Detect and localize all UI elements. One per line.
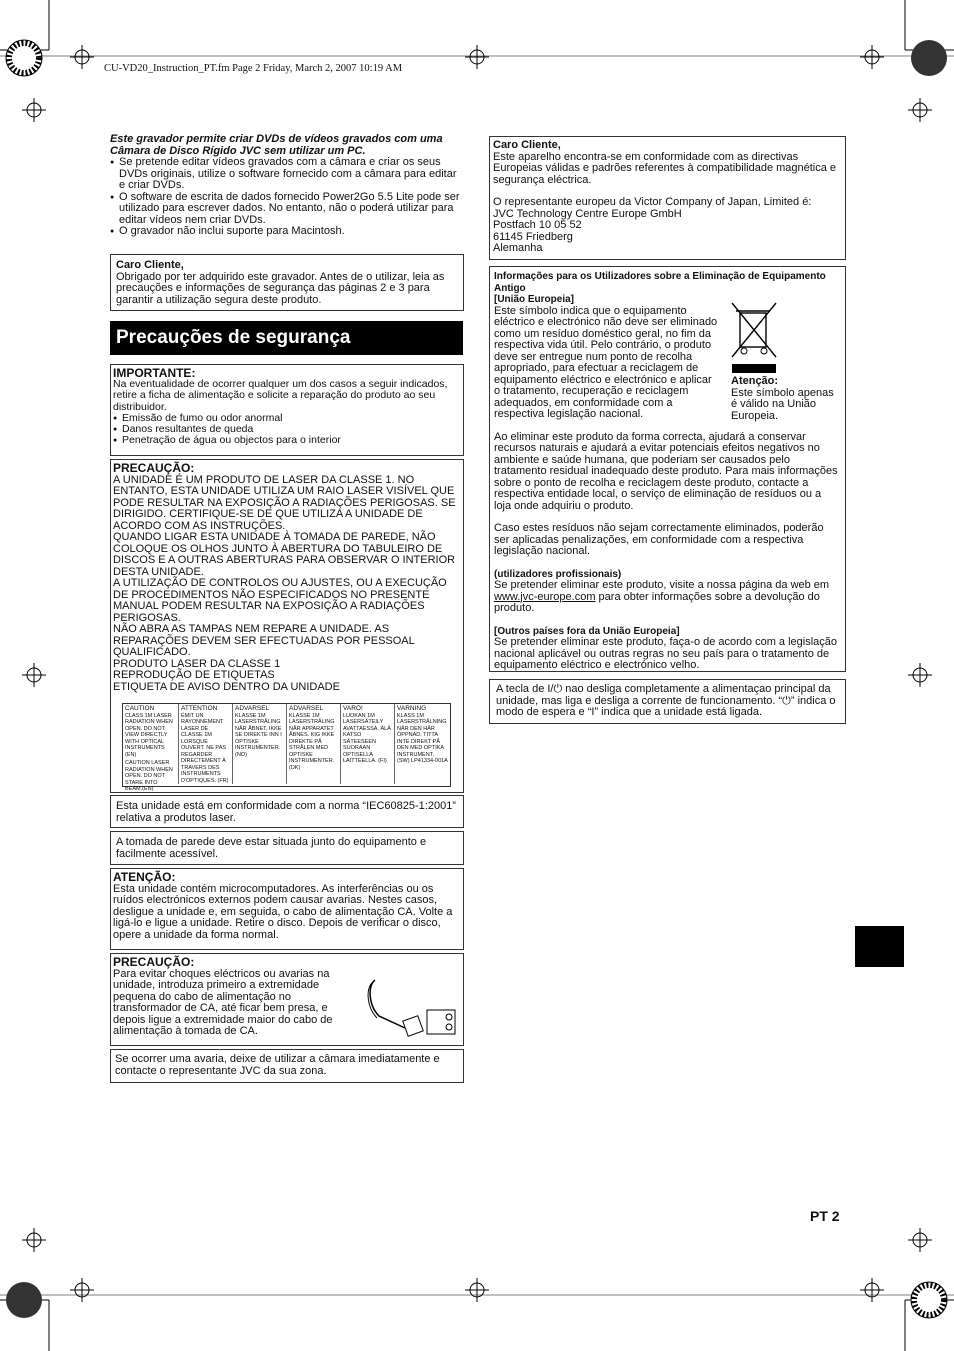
precaucao-line: A UTILIZAÇÃO DE CONTROLOS OU AJUSTES, OU A EXECUÇÃO DE PROCEDIMENTOS NÃO ESPECIFICADOS NO PRESENTE MANUAL PODEM RESULTAR NA EXPOSIÇÃO A RADIAÇÕES PERIGOSAS.: [113, 577, 447, 624]
importante-box: [110, 364, 464, 456]
label-cell-fi: [341, 704, 395, 784]
label-head: CAUTION: [125, 705, 155, 712]
avaria-text: Se ocorrer uma avaria, deixe de utilizar a câmara imediatamente e contacte o representante JVC da sua zona.: [115, 1053, 440, 1077]
label-head: ATTENTION: [181, 705, 218, 712]
importante-text: Na eventualidade de ocorrer qualquer um dos casos a seguir indicados, retire a ficha de alimentação e solicite a reparação do produto ao seu distribuidor.: [113, 378, 448, 413]
label-cell-fr: [179, 704, 233, 784]
precaucao-cabo-title: PRECAUÇÃO:: [113, 955, 195, 969]
precaucao-cabo-text: Para evitar choques eléctricos ou avarias na unidade, introduza primeiro a extremidade pequena do cabo de alimentação no transformador de CA, até ficar bem presa, e depois ligue a extremidade maior do cabo de alimentação à tomada de CA.: [113, 967, 333, 1037]
address-line: Postfach 10 05 52: [493, 219, 582, 231]
importante-bullet: ● Emissão de fumo ou odor anormal: [113, 413, 461, 424]
outros-text: Se pretender eliminar este produto, faça-o de acordo com a legislação nacional aplicável ou outras regras no seu país para o tratamento de equipamento eléctrico e electrónico velho.: [494, 636, 838, 671]
precaucao-line: REPRODUÇÃO DE ETIQUETAS: [113, 669, 275, 681]
power-key-box: [489, 679, 846, 724]
atencao-symbol-text: Este símbolo apenas é válido na União Europeia.: [731, 386, 834, 422]
precaucao-title: PRECAUÇÃO:: [113, 461, 195, 475]
caro-cliente-text: Obrigado por ter adquirido este gravador. Antes de o utilizar, leia as precauções e informações de segurança das páginas 2 e 3 para garantir a utilização segura deste produto.: [116, 270, 445, 306]
disposal-info-box: [489, 266, 846, 672]
intro-bullet: ● O gravador não inclui suporte para Macintosh.: [110, 226, 464, 238]
caro-cliente-title: Caro Cliente,: [116, 259, 184, 271]
atencao-text: Esta unidade contém microcomputadores. As interferências ou os ruídos electrónicos externos podem causar avarias. Nestes casos, desligue a unidade e, em seguida, o cabo de alimentação CA. Volte a ligá-lo e ligue a unidade. Retire o disco. Depois de verificar o disco, opere a unidade da forma normal.: [113, 882, 453, 941]
importante-title: IMPORTANTE:: [113, 366, 196, 380]
atencao-symbol-title: Atenção:: [731, 375, 779, 387]
importante-bullet: ● Penetração de água ou objectos para o interior: [113, 435, 461, 446]
professional-text: [494, 580, 841, 615]
directivas-text: Este aparelho encontra-se em conformidade com as directivas Europeias válidas e padrões referentes à compatibilidade magnética e segurança eléctrica.: [493, 150, 837, 186]
professional-text-b: para obter informações sobre a devolução do produto.: [494, 590, 820, 614]
jvc-europe-link[interactable]: www.jvc-europe.com: [494, 590, 596, 603]
label-cell-no: [233, 704, 287, 784]
section-banner: Precauções de segurança: [110, 321, 463, 355]
atencao-box: [110, 868, 464, 950]
tomada-text: A tomada de parede deve estar situada junto do equipamento e facilmente acessível.: [116, 836, 427, 860]
address-line: Alemanha: [493, 242, 543, 254]
tomada-box: [110, 831, 464, 865]
address-line: 61145 Friedberg: [493, 230, 573, 243]
label-text: CLASS 1M LASER RADIATION WHEN OPEN. DO NOT VIEW DIRECTLY WITH OPTICAL INSTRUMENTS (EN): [125, 712, 173, 758]
side-tab: [855, 926, 904, 967]
importante-bullet: ● Danos resultantes de queda: [113, 424, 461, 435]
label-text: ÉMIT UN RAYONNEMENT LASER DE CLASSE 1M LORSQUE OUVERT. NE PAS REGARDER DIRECTEMENT À TRAVERS DES INSTRUMENTS D'OPTIQUES. (FR): [181, 712, 229, 784]
power-key-text: A tecla de I/⏻ nao desliga completamente a alimentaçao principal da unidade, mas liga e desliga a corrente de funcionamento. “⏻” indica o modo de espera e “I” indica que a unidade está ligada.: [496, 683, 836, 718]
page-number: PT 2: [810, 1208, 840, 1224]
label-text: KLASSE 1M LASERSTRÅLING NÅR ÅBNET, IKKE SE DIREKTE INN I OPTISKE INSTRUMENTER. (NO): [235, 712, 282, 758]
label-text: KLASSE 1M LASERSTRÅLING NÅR APPARATET ÅBNES. KIG IKKE DIREKTE PÅ STRÅLEN MED OPTISKE INSTRUMENTER. (DK): [289, 712, 335, 771]
label-cell-sw: [395, 704, 450, 784]
precaucao-cabo-box: [110, 953, 464, 1046]
precaucao-line: A UNIDADE É UM PRODUTO DE LASER DA CLASSE 1. NO ENTANTO, ESTA UNIDADE UTILIZA UM RAIO LASER VISÍVEL QUE PODE RESULTAR NA EXPOSIÇÃO A RADIAÇÕES PERIGOSAS. SE DIRIGIDO. CERTIFIQUE-SE DE QUE UTILIZA A UNIDADE DE ACORDO COM AS INSTRUÇÕES.: [113, 473, 456, 532]
black-bar-icon: [732, 364, 776, 373]
disposal-paragraph: Ao eliminar este produto da forma correcta, ajudará a conservar recursos naturais e ajudará a evitar potenciais efeitos negativos no ambiente e saúde humana, que poderiam ser causados pelo tratamento residual inadequado deste produto. Para mais informações sobre o ponto de recolha e reciclagem deste produto, contacte a respectiva entidade local, o serviço de eliminação de resíduos ou a loja onde adquiriu o produto.: [494, 430, 838, 512]
crossed-bin-icon: [728, 299, 782, 361]
label-text: LUOKAN 1M LASERSÄTEILY AVATTAESSA. ÄLÄ KATSO SÄTEESEEN SUORAAN OPTISELLA LAITTEELLA. (FI): [343, 712, 391, 764]
norma-text: Esta unidade está em conformidade com a norma “IEC60825-1:2001” relativa a produtos laser.: [116, 800, 456, 824]
caro-cliente-directivas-box: [489, 136, 846, 260]
label-text: KLASS 1M LASERSTRÅLNING NÄR DEN HÄR ÖPPNAD. TITTA INTE DIREKT PÅ DEN MED OPTIKA INSTRUMENT. (SW) LP41334-001A: [397, 712, 448, 764]
laser-warning-label: [122, 703, 451, 792]
outros-heading: [Outros países fora da União Europeia]: [494, 625, 680, 637]
label-head: ADVARSEL: [235, 705, 270, 712]
intro-bullet: ● Se pretende editar vídeos gravados com a câmara e criar os seus DVDs originais, utilize o software fornecido com a câmara para editar e criar DVDs.: [110, 157, 464, 192]
professional-text-a: Se pretender eliminar este produto, visite a nossa página da web em: [494, 579, 830, 591]
caro-cliente-box: [110, 254, 464, 311]
norma-box: [110, 795, 464, 828]
precaucao-line: PRODUTO LASER DA CLASSE 1: [113, 657, 281, 670]
address-line: JVC Technology Centre Europe GmbH: [493, 207, 682, 220]
atencao-title: ATENÇÃO:: [113, 870, 176, 884]
label-text: CAUTION LASER RADIATION WHEN OPEN. DO NOT STARE INTO BEAM.(EN): [125, 760, 173, 792]
avaria-box: [110, 1049, 464, 1083]
power-plug-icon: [365, 976, 461, 1038]
atencao-symbol-note: [731, 376, 841, 422]
label-head: ADVARSEL: [289, 705, 324, 712]
label-cell-en: [123, 704, 179, 792]
disposal-paragraph: Caso estes resíduos não sejam correctamente eliminados, poderão ser aplicadas penalizações, em conformidade com a respectiva legislação nacional.: [494, 522, 824, 557]
caro-cliente-right-title: Caro Cliente,: [493, 139, 561, 151]
precaucao-line: ETIQUETA DE AVISO DENTRO DA UNIDADE: [113, 680, 340, 693]
label-head: VARNING: [397, 705, 427, 712]
professional-heading: (utilizadores profissionais): [494, 568, 622, 580]
label-cell-dk: [287, 704, 341, 784]
disposal-title: Informações para os Utilizadores sobre a Eliminação de Equipamento Antigo: [494, 271, 826, 294]
eu-text: Este símbolo indica que o equipamento eléctrico e electrónico não deve ser eliminado como um resíduo doméstico geral, no fim da respectiva vida útil. Pelo contrário, o produto deve ser entregue num ponto de recolha apropriado, para efectuar a reciclagem de equipamento eléctrico e electrónico e aplicar o tratamento, recuperação e reciclagem adequados, em conformidade com a respectiva legislação nacional.: [494, 304, 718, 420]
intro-bullet: ● O software de escrita de dados fornecido Power2Go 5.5 Lite pode ser utilizado para escrever dados. No entanto, não o poderá utilizar para editar vídeos nem criar DVDs.: [110, 192, 464, 227]
intro-title: Este gravador permite criar DVDs de vídeos gravados com uma Câmara de Disco Rígido JVC sem utilizar um PC.: [110, 133, 443, 157]
precaucao-line: NÃO ABRA AS TAMPAS NEM REPARE A UNIDADE. AS REPARAÇÕES DEVEM SER EFECTUADAS POR PESSOAL QUALIFICADO.: [113, 623, 415, 658]
representante-text: O representante europeu da Victor Company of Japan, Limited é:: [493, 196, 812, 208]
intro-section: [110, 134, 464, 238]
precaucao-line: QUANDO LIGAR ESTA UNIDADE À TOMADA DE PAREDE, NÃO COLOQUE OS OLHOS JUNTO À ABERTURA DO TABULEIRO DE DISCOS E A OUTRAS ABERTURAS PARA OBSERVAR O INTERIOR DESTA UNIDADE.: [113, 531, 456, 578]
eu-heading: [União Europeia]: [494, 294, 575, 305]
file-header: CU-VD20_Instruction_PT.fm Page 2 Friday, March 2, 2007 10:19 AM: [104, 63, 403, 74]
label-head: VARO!: [343, 705, 363, 712]
